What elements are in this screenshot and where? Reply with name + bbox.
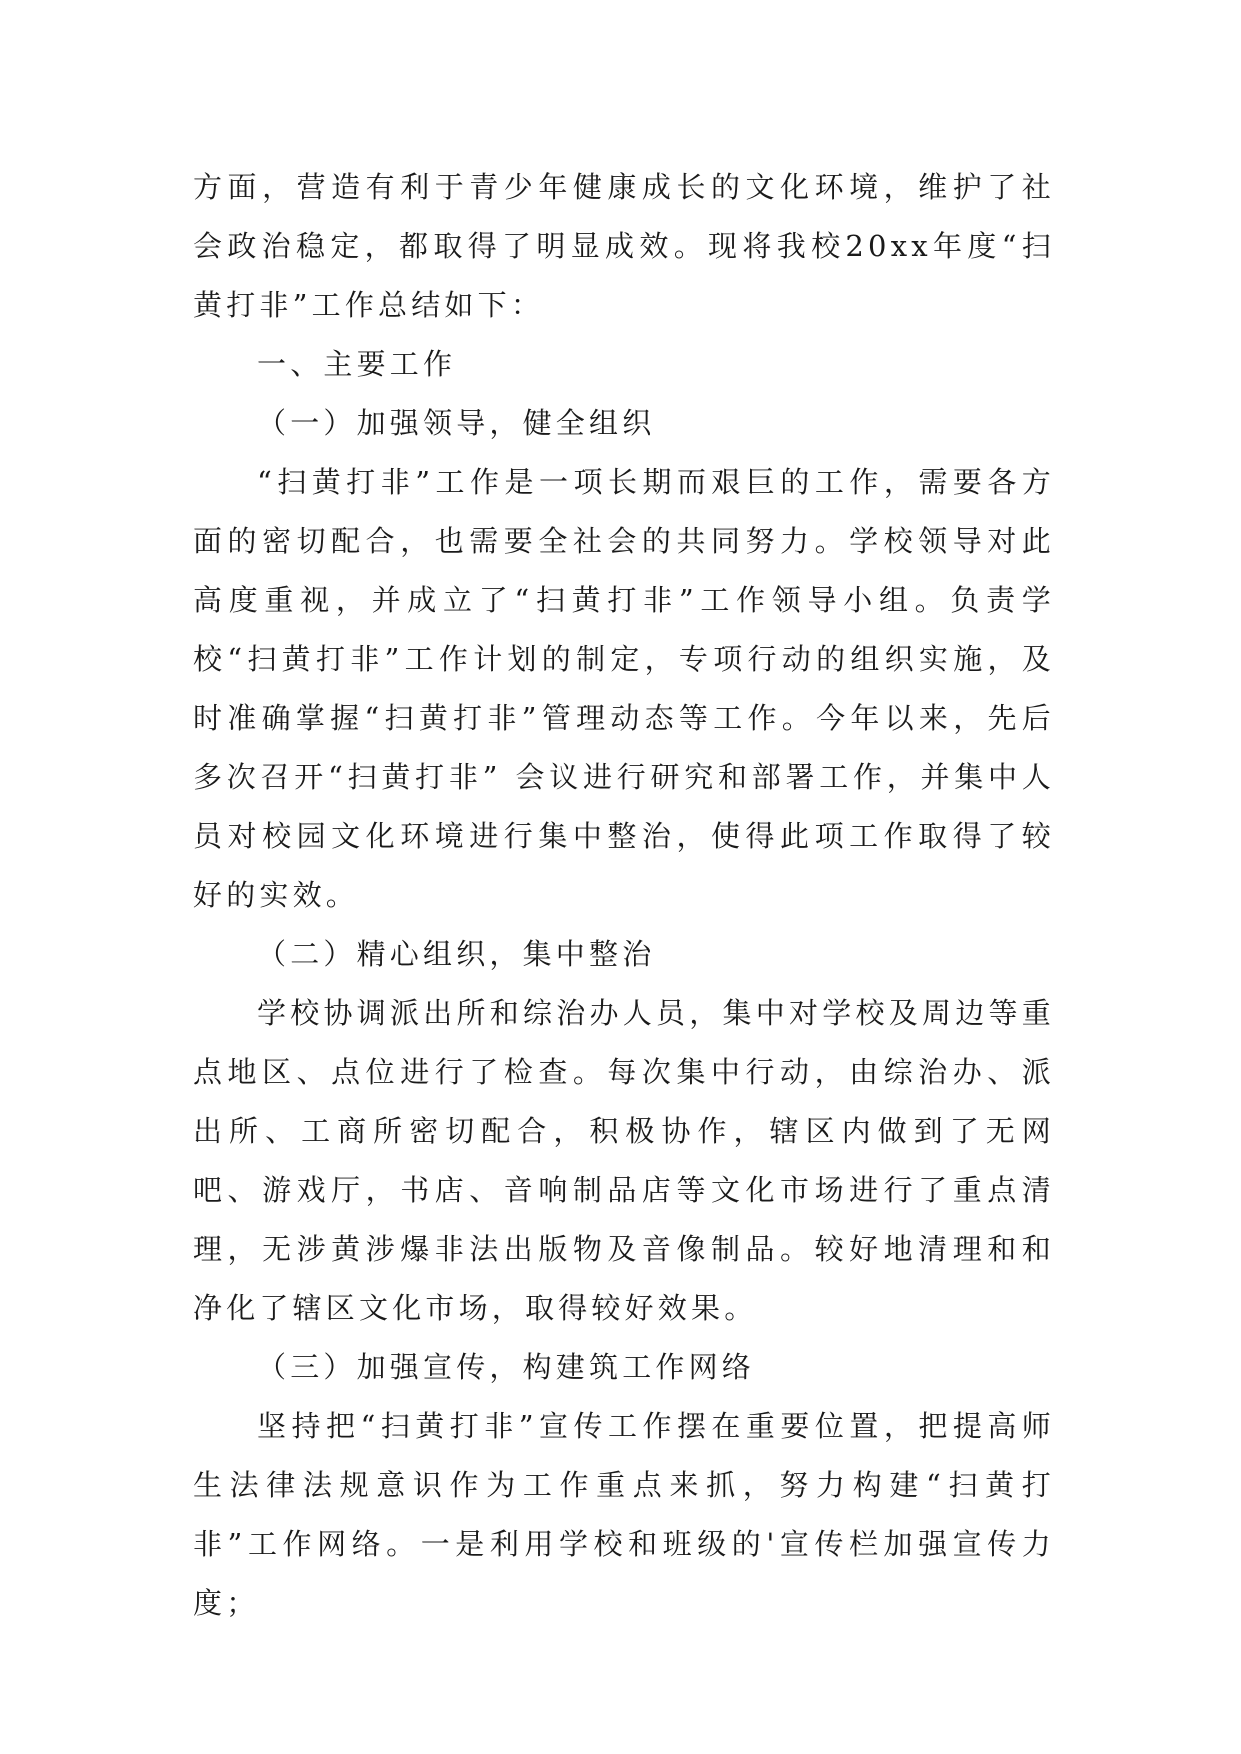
document-body bbox=[193, 158, 1055, 1633]
paragraph-publicity: 坚持把“扫黄打非”宣传工作摆在重要位置，把提高师生法律法规意识作为工作重点来抓，努力构建“扫黄打非”工作网络。一是利用学校和班级的'宣传栏加强宣传力度； bbox=[193, 1409, 1055, 1620]
paragraph-intro-continuation: 方面，营造有利于青少年健康成长的文化环境，维护了社会政治稳定，都取得了明显成效。现将我校20xx年度“扫黄打非”工作总结如下： bbox=[193, 170, 1055, 322]
heading-main-work: 一、主要工作 bbox=[257, 347, 457, 381]
subheading-publicity: （三）加强宣传，构建筑工作网络 bbox=[257, 1350, 756, 1384]
paragraph-leadership: “扫黄打非”工作是一项长期而艰巨的工作，需要各方面的密切配合，也需要全社会的共同努力。学校领导对此高度重视，并成立了“扫黄打非”工作领导小组。负责学校“扫黄打非”工作计划的制定，专项行动的组织实施，及时准确掌握“扫黄打非”管理动态等工作。今年以来，先后多次召开“扫黄打非” 会议进行研究和部署工作，并集中人员对校园文化环境进行集中整治，使得此项工作取得了较好的实效。 bbox=[193, 465, 1055, 912]
subheading-rectification: （二）精心组织，集中整治 bbox=[257, 937, 656, 971]
subheading-leadership: （一）加强领导，健全组织 bbox=[257, 406, 656, 440]
paragraph-rectification: 学校协调派出所和综治办人员，集中对学校及周边等重点地区、点位进行了检查。每次集中行动，由综治办、派出所、工商所密切配合，积极协作，辖区内做到了无网吧、游戏厅，书店、音响制品店等文化市场进行了重点清理，无涉黄涉爆非法出版物及音像制品。较好地清理和和净化了辖区文化市场，取得较好效果。 bbox=[193, 996, 1055, 1325]
